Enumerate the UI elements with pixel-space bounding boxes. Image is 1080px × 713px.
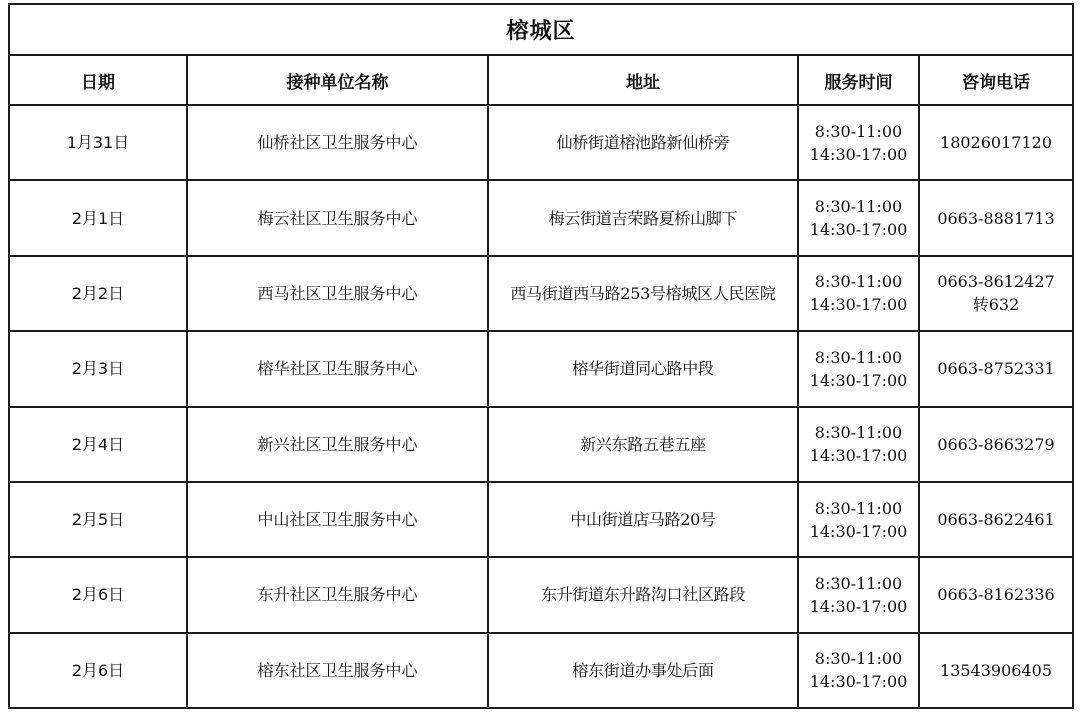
address-text: 榕华街道同心路中段 xyxy=(572,359,714,379)
phone-text: 0663-8622461 xyxy=(937,510,1055,530)
unit-cell xyxy=(187,331,488,406)
phone-text: 0663-8162336 xyxy=(937,585,1055,605)
address-cell xyxy=(488,105,798,180)
unit-cell xyxy=(187,407,488,482)
service-time-cell xyxy=(798,331,919,406)
header-address: 地址 xyxy=(488,55,798,105)
address-text: 东升街道东升路沟口社区路段 xyxy=(540,585,746,605)
service-time-am: 8:30-11:00 xyxy=(814,272,903,292)
phone-text: 13543906405 xyxy=(940,660,1052,680)
unit-cell xyxy=(187,105,488,180)
phone-text: 0663-8663279 xyxy=(937,434,1055,454)
table-row xyxy=(9,407,1073,482)
date-text: 2月6日 xyxy=(71,660,125,680)
phone-cell xyxy=(919,482,1073,557)
service-time-pm: 14:30-17:00 xyxy=(809,370,908,390)
service-time-am: 8:30-11:00 xyxy=(814,573,903,593)
table-row xyxy=(9,633,1073,708)
phone-cell xyxy=(919,105,1073,180)
date-cell xyxy=(9,331,187,406)
date-cell xyxy=(9,256,187,331)
header-unit-name: 接种单位名称 xyxy=(187,55,488,105)
service-time-am: 8:30-11:00 xyxy=(814,197,903,217)
service-time-cell xyxy=(798,407,919,482)
header-service-time: 服务时间 xyxy=(798,55,919,105)
date-cell xyxy=(9,557,187,632)
address-text: 榕东街道办事处后面 xyxy=(572,660,714,680)
service-time-am: 8:30-11:00 xyxy=(814,347,903,367)
phone-cell xyxy=(919,633,1073,708)
date-text: 2月2日 xyxy=(71,283,125,303)
address-cell xyxy=(488,407,798,482)
date-cell xyxy=(9,180,187,255)
service-time-pm: 14:30-17:00 xyxy=(809,144,908,164)
table-row xyxy=(9,331,1073,406)
date-text: 2月4日 xyxy=(71,434,125,454)
service-time-pm: 14:30-17:00 xyxy=(809,672,908,692)
phone-text: 0663-8881713 xyxy=(937,208,1055,228)
phone-cell xyxy=(919,180,1073,255)
address-cell xyxy=(488,331,798,406)
table-title: 榕城区 xyxy=(9,4,1073,55)
date-cell xyxy=(9,482,187,557)
address-cell xyxy=(488,557,798,632)
address-text: 新兴东路五巷五座 xyxy=(580,434,706,454)
service-time-cell xyxy=(798,180,919,255)
service-time-pm: 14:30-17:00 xyxy=(809,521,908,541)
phone-extension: 转632 xyxy=(972,295,1020,315)
date-cell xyxy=(9,633,187,708)
date-cell xyxy=(9,105,187,180)
table-row xyxy=(9,105,1073,180)
service-time-pm: 14:30-17:00 xyxy=(809,295,908,315)
date-text: 2月6日 xyxy=(71,585,125,605)
date-cell xyxy=(9,407,187,482)
address-text: 中山街道店马路20号 xyxy=(570,510,716,530)
unit-name-text: 梅云社区卫生服务中心 xyxy=(257,208,418,228)
service-time-am: 8:30-11:00 xyxy=(814,423,903,443)
vaccination-schedule-table xyxy=(8,3,1074,709)
service-time-am: 8:30-11:00 xyxy=(814,121,903,141)
unit-cell xyxy=(187,256,488,331)
unit-cell xyxy=(187,180,488,255)
service-time-cell xyxy=(798,633,919,708)
address-cell xyxy=(488,180,798,255)
phone-cell xyxy=(919,407,1073,482)
unit-name-text: 榕华社区卫生服务中心 xyxy=(257,359,418,379)
table-row xyxy=(9,482,1073,557)
unit-name-text: 仙桥社区卫生服务中心 xyxy=(257,133,418,153)
service-time-pm: 14:30-17:00 xyxy=(809,446,908,466)
phone-cell xyxy=(919,557,1073,632)
service-time-cell xyxy=(798,557,919,632)
phone-cell xyxy=(919,256,1073,331)
date-text: 2月3日 xyxy=(71,359,125,379)
unit-name-text: 榕东社区卫生服务中心 xyxy=(257,660,418,680)
service-time-cell xyxy=(798,256,919,331)
address-cell xyxy=(488,482,798,557)
header-date: 日期 xyxy=(9,55,187,105)
unit-name-text: 东升社区卫生服务中心 xyxy=(257,585,418,605)
address-text: 梅云街道吉荣路夏桥山脚下 xyxy=(548,208,738,228)
address-cell xyxy=(488,633,798,708)
unit-name-text: 新兴社区卫生服务中心 xyxy=(257,434,418,454)
unit-name-text: 中山社区卫生服务中心 xyxy=(257,510,418,530)
address-text: 西马街道西马路253号榕城区人民医院 xyxy=(510,283,776,303)
date-text: 2月1日 xyxy=(71,208,125,228)
header-row xyxy=(9,55,1073,105)
unit-cell xyxy=(187,557,488,632)
title-row xyxy=(9,4,1073,55)
address-cell xyxy=(488,256,798,331)
table-row xyxy=(9,557,1073,632)
service-time-pm: 14:30-17:00 xyxy=(809,220,908,240)
table-row xyxy=(9,180,1073,255)
service-time-cell xyxy=(798,105,919,180)
date-text: 2月5日 xyxy=(71,510,125,530)
table-row xyxy=(9,256,1073,331)
phone-text: 0663-8752331 xyxy=(937,359,1055,379)
service-time-am: 8:30-11:00 xyxy=(814,649,903,669)
phone-text: 18026017120 xyxy=(940,133,1052,153)
date-text: 1月31日 xyxy=(66,133,130,153)
phone-cell xyxy=(919,331,1073,406)
table-body xyxy=(9,105,1073,708)
service-time-cell xyxy=(798,482,919,557)
unit-cell xyxy=(187,633,488,708)
header-phone: 咨询电话 xyxy=(919,55,1073,105)
unit-cell xyxy=(187,482,488,557)
phone-text: 0663-8612427 xyxy=(937,272,1055,292)
service-time-am: 8:30-11:00 xyxy=(814,498,903,518)
service-time-pm: 14:30-17:00 xyxy=(809,596,908,616)
unit-name-text: 西马社区卫生服务中心 xyxy=(257,283,418,303)
address-text: 仙桥街道榕池路新仙桥旁 xyxy=(556,133,730,153)
